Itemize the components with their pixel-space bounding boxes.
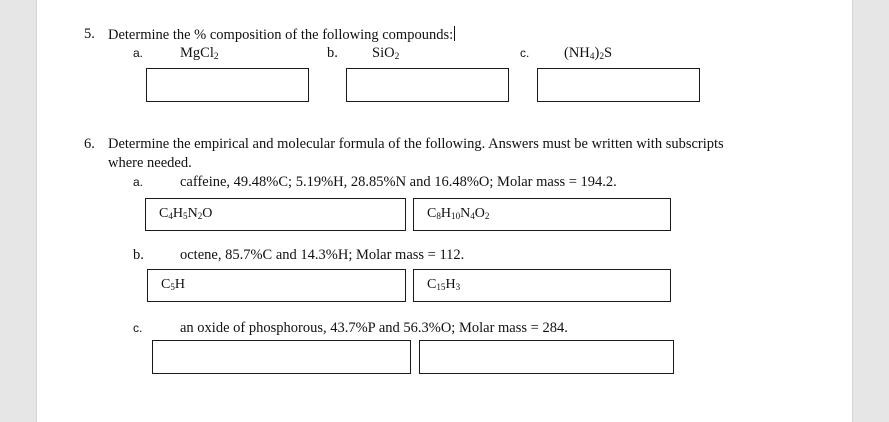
text-cursor (454, 26, 455, 41)
q5-item-b-letter: b. (327, 45, 338, 61)
q5-item-b-formula: SiO$_2$ (372, 45, 400, 62)
document-page (36, 0, 853, 422)
q5-item-c-letter: c. (520, 46, 530, 60)
q6-item-b-text: octene, 85.7%C and 14.3%H; Molar mass = 112. (180, 247, 465, 263)
q5-item-c-formula: $(NH_4)_2S$ (564, 45, 613, 62)
q6a-molecular-answer-box[interactable]: $C_8H_{10}N_4O_2$ (413, 198, 671, 231)
question-6-number: 6. (84, 136, 95, 152)
q5-item-a-letter: a. (133, 46, 144, 60)
q6b-empirical-answer-box[interactable]: $C_5H$ (147, 269, 406, 302)
q6c-molecular-answer-box[interactable] (419, 340, 674, 374)
q5-answer-box-b[interactable] (346, 68, 509, 102)
question-5-prompt[interactable]: Determine the % composition of the following compounds: (108, 27, 454, 43)
q6-item-c-text: an oxide of phosphorous, 43.7%P and 56.3%O; Molar mass = 284. (180, 320, 568, 336)
question-6-prompt-line2: where needed. (108, 155, 192, 171)
question-5-number: 5. (84, 26, 95, 42)
q6a-empirical-answer-box[interactable]: $C_4H_5N_2O$ (145, 198, 406, 231)
q6-item-a-text: caffeine, 49.48%C; 5.19%H, 28.85%N and 16.48%O; Molar mass = 194.2. (180, 174, 617, 190)
q6-item-a-letter: a. (133, 175, 144, 189)
q6b-molecular-answer-box[interactable]: $C_{15}H_3$ (413, 269, 671, 302)
q5-answer-box-c[interactable] (537, 68, 700, 102)
q5-answer-box-a[interactable] (146, 68, 309, 102)
q6c-empirical-answer-box[interactable] (152, 340, 411, 374)
question-6-prompt-line1: Determine the empirical and molecular formula of the following. Answers must be written with subscripts (108, 136, 724, 152)
q5-item-a-formula: MgCl$_2$ (180, 45, 219, 62)
q6-item-b-letter: b. (133, 247, 144, 263)
q6-item-c-letter: c. (133, 321, 143, 335)
